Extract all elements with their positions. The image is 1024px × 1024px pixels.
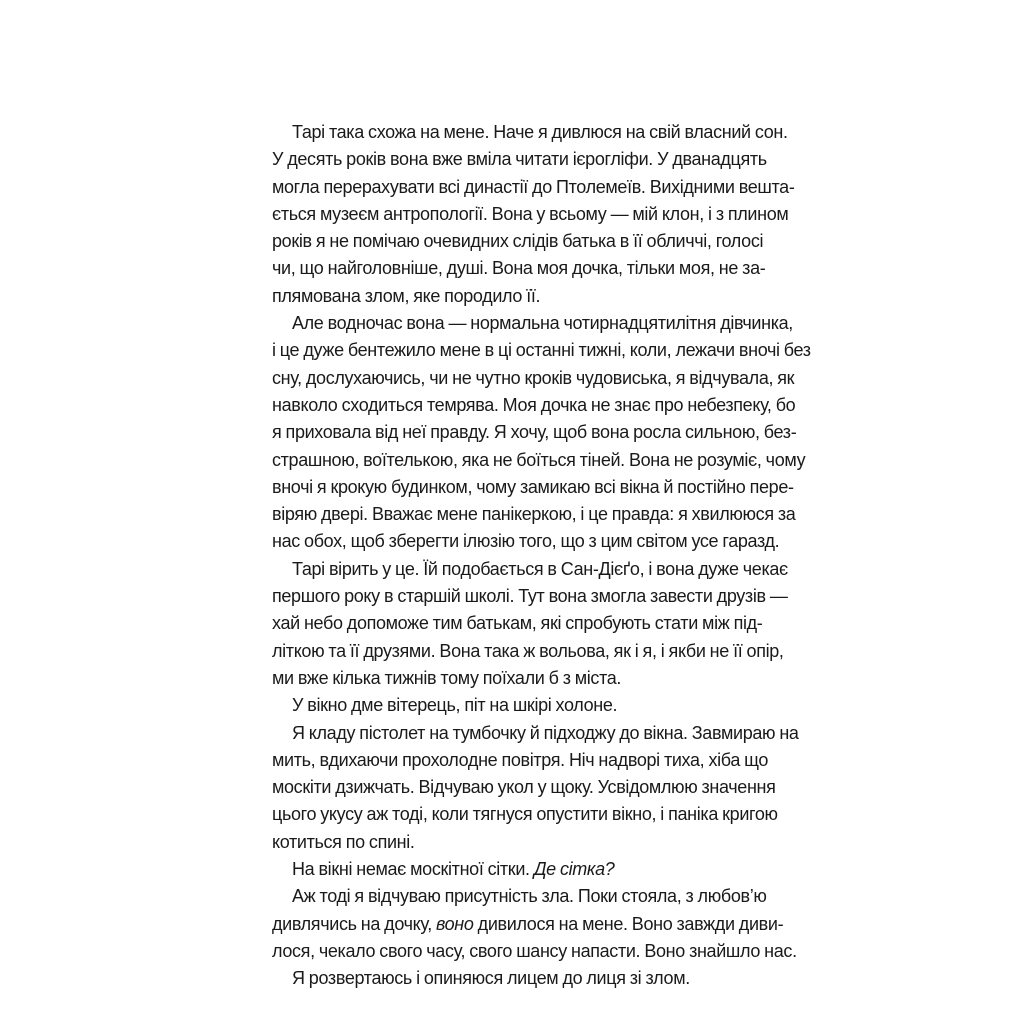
text-line: хай небо допоможе тим батькам, які спробують стати між під-: [272, 613, 763, 634]
text-line: москіти дзижчать. Відчуваю укол у щоку. Усвідомлюю значення: [272, 777, 776, 798]
text-line: Але водночас вона — нормальна чотирнадцятилітня дівчинка,: [292, 313, 793, 334]
text-line: першого року в старшій школі. Тут вона змогла завести друзів —: [272, 586, 788, 607]
text-line: Я кладу пістолет на тумбочку й підходжу до вікна. Завмираю на: [292, 722, 799, 743]
text-line: цього укусу аж тоді, коли тягнуся опустити вікно, і паніка кригою: [272, 804, 778, 825]
text-line: чи, що найголовніше, душі. Вона моя дочка, тільки моя, не за-: [272, 258, 766, 279]
text-line: Тарі така схожа на мене. Наче я дивлюся на свій власний сон.: [292, 122, 788, 142]
text-line: Я розвертаюсь і опиняюся лицем до лиця зі злом.: [292, 968, 690, 989]
text-run: дивилося на мене. Воно завжди диви-: [473, 913, 784, 934]
text-line: лося, чекало свого часу, свого шансу напасти. Воно знайшло нас.: [272, 940, 797, 961]
text-run: дивлячись на дочку,: [272, 913, 436, 934]
paragraph-4: [272, 692, 738, 719]
text-line: Аж тоді я відчуваю присутність зла. Поки стояла, з любов’ю: [292, 886, 767, 907]
paragraph-1: [272, 119, 795, 310]
text-line: плямована злом, яке породило її.: [272, 285, 541, 306]
text-run: На вікні немає москітної сітки.: [292, 859, 534, 880]
text-line: страшною, воїтелькою, яка не боїться тіней. Вона не розуміє, чому: [272, 449, 806, 470]
text-line: котиться по спині.: [272, 831, 415, 852]
text-line: літкою та її друзями. Вона така ж вольова, як і я, і якби не її опір,: [272, 640, 784, 661]
text-line: і це дуже бентежило мене в ці останні тижні, коли, лежачи вночі без: [272, 340, 811, 361]
page-text: [272, 119, 811, 993]
paragraph-3: [272, 556, 788, 692]
text-line: Тарі вірить у це. Їй подобається в Сан-Дієґо, і вона дуже чекає: [292, 558, 788, 579]
text-line: років я не помічаю очевидних слідів батька в її обличчі, голосі: [272, 231, 764, 252]
italic-text: воно: [436, 913, 474, 934]
italic-text: Де сітка?: [533, 859, 615, 880]
text-line: я приховала від неї правду. Я хочу, щоб вона росла сильною, без-: [272, 422, 797, 443]
text-line: навколо сходиться темрява. Моя дочка не знає про небезпеку, бо: [272, 394, 796, 415]
text-line: [272, 856, 738, 883]
text-line: нас обох, щоб зберегти ілюзію того, що з цим світом усе гаразд.: [272, 531, 780, 552]
text-line: сну, дослухаючись, чи не чутно кроків чудовиська, я відчувала, як: [272, 367, 795, 388]
text-line: ми вже кілька тижнів тому поїхали б з міста.: [272, 667, 622, 688]
text-line: могла перерахувати всі династії до Птолемеїв. Вихідними вешта-: [272, 176, 795, 197]
text-line: мить, вдихаючи прохолодне повітря. Ніч надворі тиха, хіба що: [272, 749, 769, 770]
paragraph-6: [272, 856, 738, 883]
text-line: [272, 911, 784, 938]
text-line: віряю двері. Вважає мене панікеркою, і це правда: я хвилююся за: [272, 504, 796, 525]
paragraph-8: [272, 965, 738, 992]
paragraph-7: [272, 883, 797, 965]
text-line: У десять років вона вже вміла читати ієрогліфи. У дванадцять: [272, 149, 767, 170]
paragraph-2: [272, 310, 811, 556]
paragraph-5: [272, 720, 799, 856]
text-line: У вікно дме вітерець, піт на шкірі холоне.: [292, 695, 618, 716]
text-line: ється музеєм антропології. Вона у всьому — мій клон, і з плином: [272, 203, 789, 224]
text-line: вночі я крокую будинком, чому замикаю всі вікна й постійно пере-: [272, 476, 794, 497]
